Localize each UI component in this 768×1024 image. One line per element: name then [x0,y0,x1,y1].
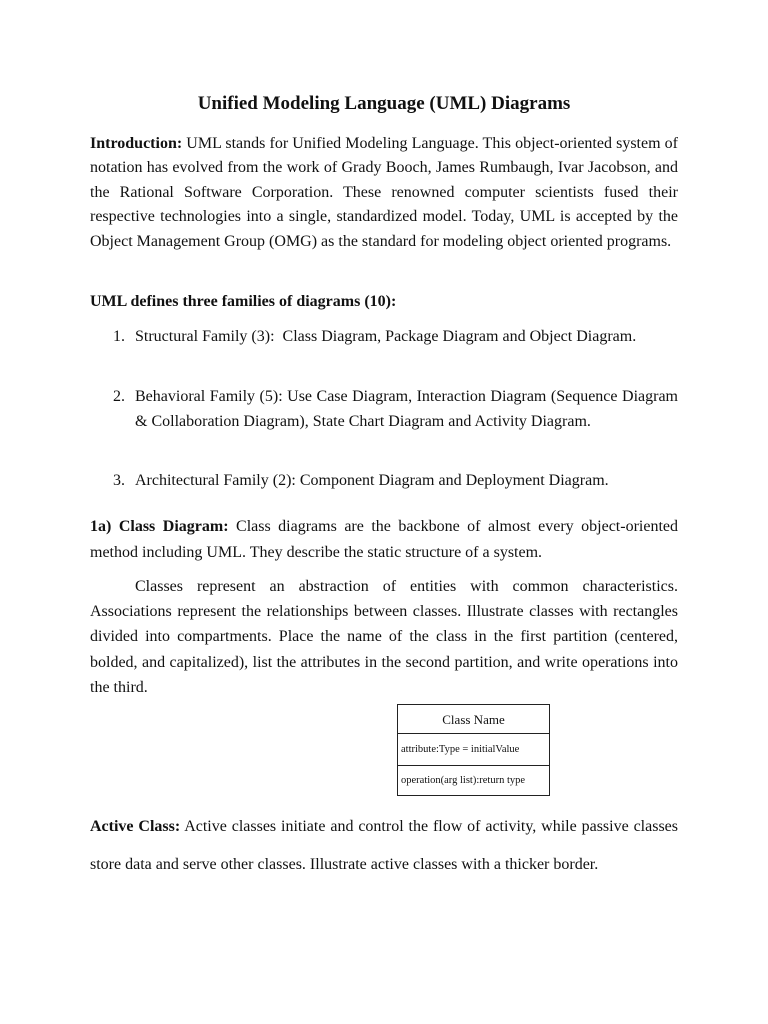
classes-paragraph: Classes represent an abstraction of entities with common characteristics. Associations represent the relationships between classes. Illustrate classes with rectangles divided into compartments. Place the name of the class in the first partition (centered, bolded, and capitalized), list the attributes in the second partition, and write operations into the third. [90,578,678,696]
uml-class-attribute: attribute:Type = initialValue [398,734,549,766]
class-diagram-label: 1a) Class Diagram: [90,518,229,535]
uml-class-operation: operation(arg list):return type [401,775,526,786]
families-heading: UML defines three families of diagrams (10): [90,293,397,310]
uml-class-box [397,704,550,796]
introduction-label: Introduction: [90,135,183,152]
list-item-number: 1. [113,328,125,345]
uml-class-name: Class Name [398,705,549,734]
active-class-text: Active classes initiate and control the flow of activity, while passive classes store data and serve other classes. Illustrate active classes with a thicker border. [90,818,679,873]
list-item-text: Architectural Family (2): Component Diagram and Deployment Diagram. [135,472,609,489]
class-diagram-text: Class diagrams are the backbone of almost every object-oriented method including UML. They describe the static structure of a system. [90,518,678,561]
active-class-label: Active Class: [90,818,181,835]
list-item-number: 2. [113,388,125,405]
list-item-number: 3. [113,472,125,489]
document-title: Unified Modeling Language (UML) Diagrams [197,93,571,114]
list-item-text: Behavioral Family (5): Use Case Diagram, Interaction Diagram (Sequence Diagram & Collaboration Diagram), State Chart Diagram and Activity Diagram. [135,388,678,430]
list-item-text: Structural Family (3): Class Diagram, Package Diagram and Object Diagram. [135,328,637,345]
active-class-paragraph [90,808,678,883]
class-diagram-paragraph [90,514,678,566]
introduction-paragraph [90,132,678,254]
introduction-text: UML stands for Unified Modeling Language. This object-oriented system of notation has evolved from the work of Grady Booch, James Rumbaugh, Ivar Jacobson, and the Rational Software Corporation. These renowned computer scientists fused their respective technologies into a single, standardized model. Today, UML is accepted by the Object Management Group (OMG) as the standard for modeling object oriented programs. [90,135,678,250]
